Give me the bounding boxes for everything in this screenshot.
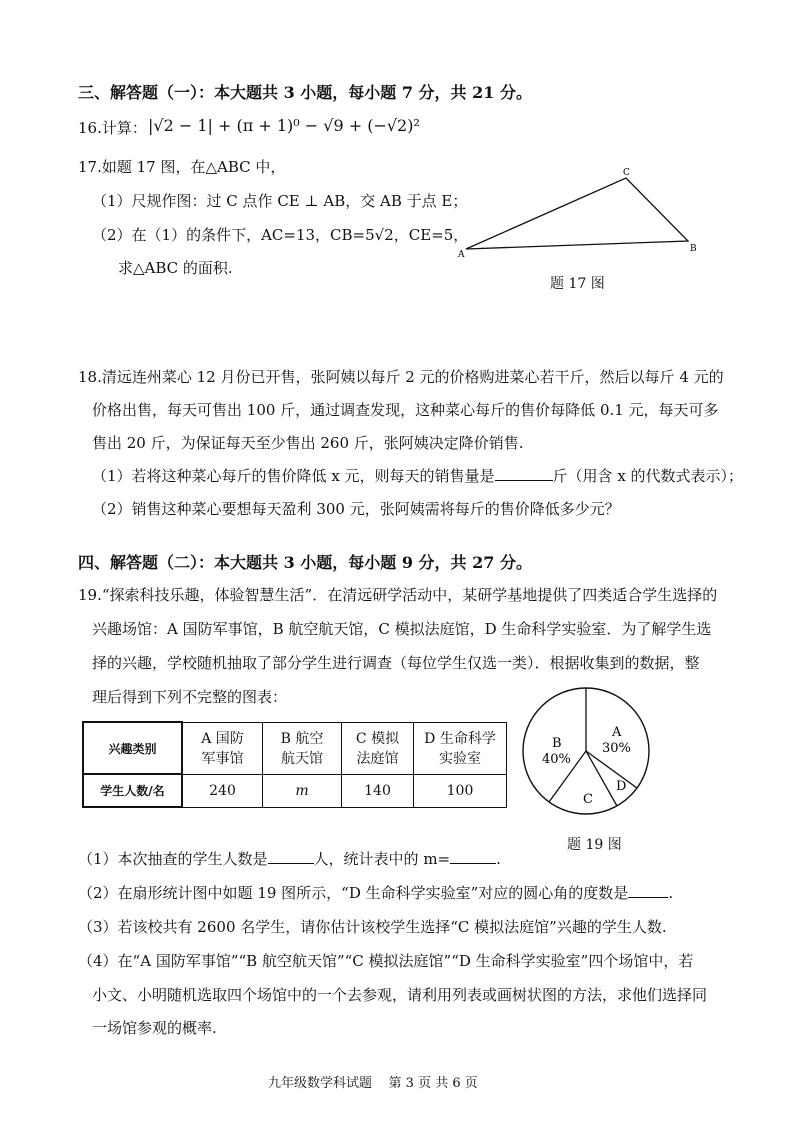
q19-line3: 择的兴趣，学校随机抽取了部分学生进行调查（每位学生仅选一类）．根据收集到的数据，整 <box>92 654 700 672</box>
q17-figure-caption: 题 17 图 <box>550 276 605 292</box>
page-footer: 九年级数学科试题 第 3 页 共 6 页 <box>268 1076 478 1091</box>
q19-pie-chart <box>520 678 660 828</box>
q19-part2-post: . <box>668 884 674 902</box>
pie-pct-a: 30% <box>602 741 631 756</box>
triangle-abc <box>466 178 688 249</box>
q17-part2-cont: 求△ABC 的面积. <box>118 259 233 277</box>
q19-angle-blank[interactable] <box>628 883 668 898</box>
q19-figure-caption: 题 19 图 <box>567 837 622 853</box>
q19-part1-pre: （1）本次抽查的学生人数是 <box>78 850 268 868</box>
q18-line3: 售出 20 斤，为保证每天至少售出 260 斤，张阿姨决定降价销售. <box>92 434 524 452</box>
q18-line2: 价格出售，每天可售出 100 斤，通过调查发现，这种菜心每斤的售价每降低 0.1 元，每天可多 <box>92 401 719 419</box>
q18-answer-blank[interactable] <box>495 466 553 481</box>
q17-part2: （2）在（1）的条件下，AC=13，CB=5√2，CE=5， <box>92 226 469 244</box>
q19-m-blank[interactable] <box>450 849 496 864</box>
q19-line2: 兴趣场馆：A 国防军事馆，B 航空航天馆，C 模拟法庭馆，D 生命科学实验室．为了解学生选 <box>92 620 712 638</box>
q19-part3: （3）若该校共有 2600 名学生，请你估计该校学生选择“C 模拟法庭馆”兴趣的学生人数. <box>78 918 667 936</box>
section-3-title: 三、解答题（一）：本大题共 3 小题，每小题 7 分，共 21 分。 <box>78 83 532 102</box>
table-cell-b: m <box>263 774 342 807</box>
q19-part4-line1: （4）在“A 国防军事馆”“B 航空航天馆”“C 模拟法庭馆”“D 生命科学实验室”四个场馆中，若 <box>78 952 694 970</box>
q19-part2 <box>78 882 673 903</box>
q18-part1 <box>92 465 743 486</box>
q18-line1: 18.清远连州菜心 12 月份已开售，张阿姨以每斤 2 元的价格购进菜心若干斤，然后以每斤 4 元的 <box>78 368 724 386</box>
table-cell-d: 100 <box>414 774 507 807</box>
vertex-c-label: C <box>623 168 630 178</box>
q19-part1 <box>78 848 501 869</box>
pie-label-a: A <box>612 725 622 740</box>
q16-expression: |√2 − 1| + (π + 1)⁰ − √9 + (−√2)² <box>148 116 420 135</box>
table-cell-a: 240 <box>182 774 263 807</box>
table-row <box>83 774 507 807</box>
pie-label-c: C <box>583 792 593 807</box>
q18-part1-post: 斤（用含 x 的代数式表示）； <box>552 467 744 485</box>
table-col-a-header: A 国防 军事馆 <box>182 722 263 774</box>
q19-total-blank[interactable] <box>268 849 314 864</box>
vertex-a-label: A <box>458 250 465 260</box>
pie-pct-b: 40% <box>542 752 571 767</box>
q18-part2: （2）销售这种菜心要想每天盈利 300 元，张阿姨需将每斤的售价降低多少元？ <box>92 500 620 518</box>
q17-triangle-figure <box>450 165 710 265</box>
table-col-d-header: D 生命科学 实验室 <box>414 722 507 774</box>
q19-line4: 理后得到下列不完整的图表： <box>92 688 288 706</box>
pie-label-b: B <box>552 736 562 751</box>
q19-stat-table <box>82 721 507 808</box>
q19-part1-post: . <box>496 850 501 868</box>
table-row <box>83 722 507 774</box>
q18-part1-pre: （1）若将这种菜心每斤的售价降低 x 元，则每天的销售量是 <box>92 467 495 485</box>
table-col-b-header: B 航空 航天馆 <box>263 722 342 774</box>
pie-radius-a-d <box>586 751 637 788</box>
table-cell-c: 140 <box>342 774 414 807</box>
q16-label: 16.计算： <box>78 119 147 137</box>
table-col-c-header: C 模拟 法庭馆 <box>342 722 414 774</box>
pie-label-d: D <box>616 779 627 794</box>
section-4-title: 四、解答题（二）：本大题共 3 小题，每小题 9 分，共 27 分。 <box>78 553 532 572</box>
q19-part1-mid: 人，统计表中的 m= <box>313 850 451 868</box>
q19-part4-line3: 一场馆参观的概率. <box>92 1019 217 1037</box>
q19-part4-line2: 小文、小明随机选取四个场馆中的一个去参观，请利用列表或画树状图的方法，求他们选择同 <box>92 986 708 1004</box>
q17-stem: 17.如题 17 图，在△ABC 中， <box>78 158 286 176</box>
q19-part2-pre: （2）在扇形统计图中如题 19 图所示，“D 生命科学实验室”对应的圆心角的度数是 <box>78 884 629 902</box>
vertex-b-label: B <box>690 244 697 254</box>
table-header-count: 学生人数/名 <box>83 774 182 807</box>
table-header-category: 兴趣类别 <box>83 722 182 774</box>
q17-part1: （1）尺规作图：过 C 点作 CE ⊥ AB，交 AB 于点 E； <box>92 192 468 210</box>
q19-line1: 19.“探索科技乐趣，体验智慧生活”．在清远研学活动中，某研学基地提供了四类适合学生选择的 <box>78 586 718 604</box>
